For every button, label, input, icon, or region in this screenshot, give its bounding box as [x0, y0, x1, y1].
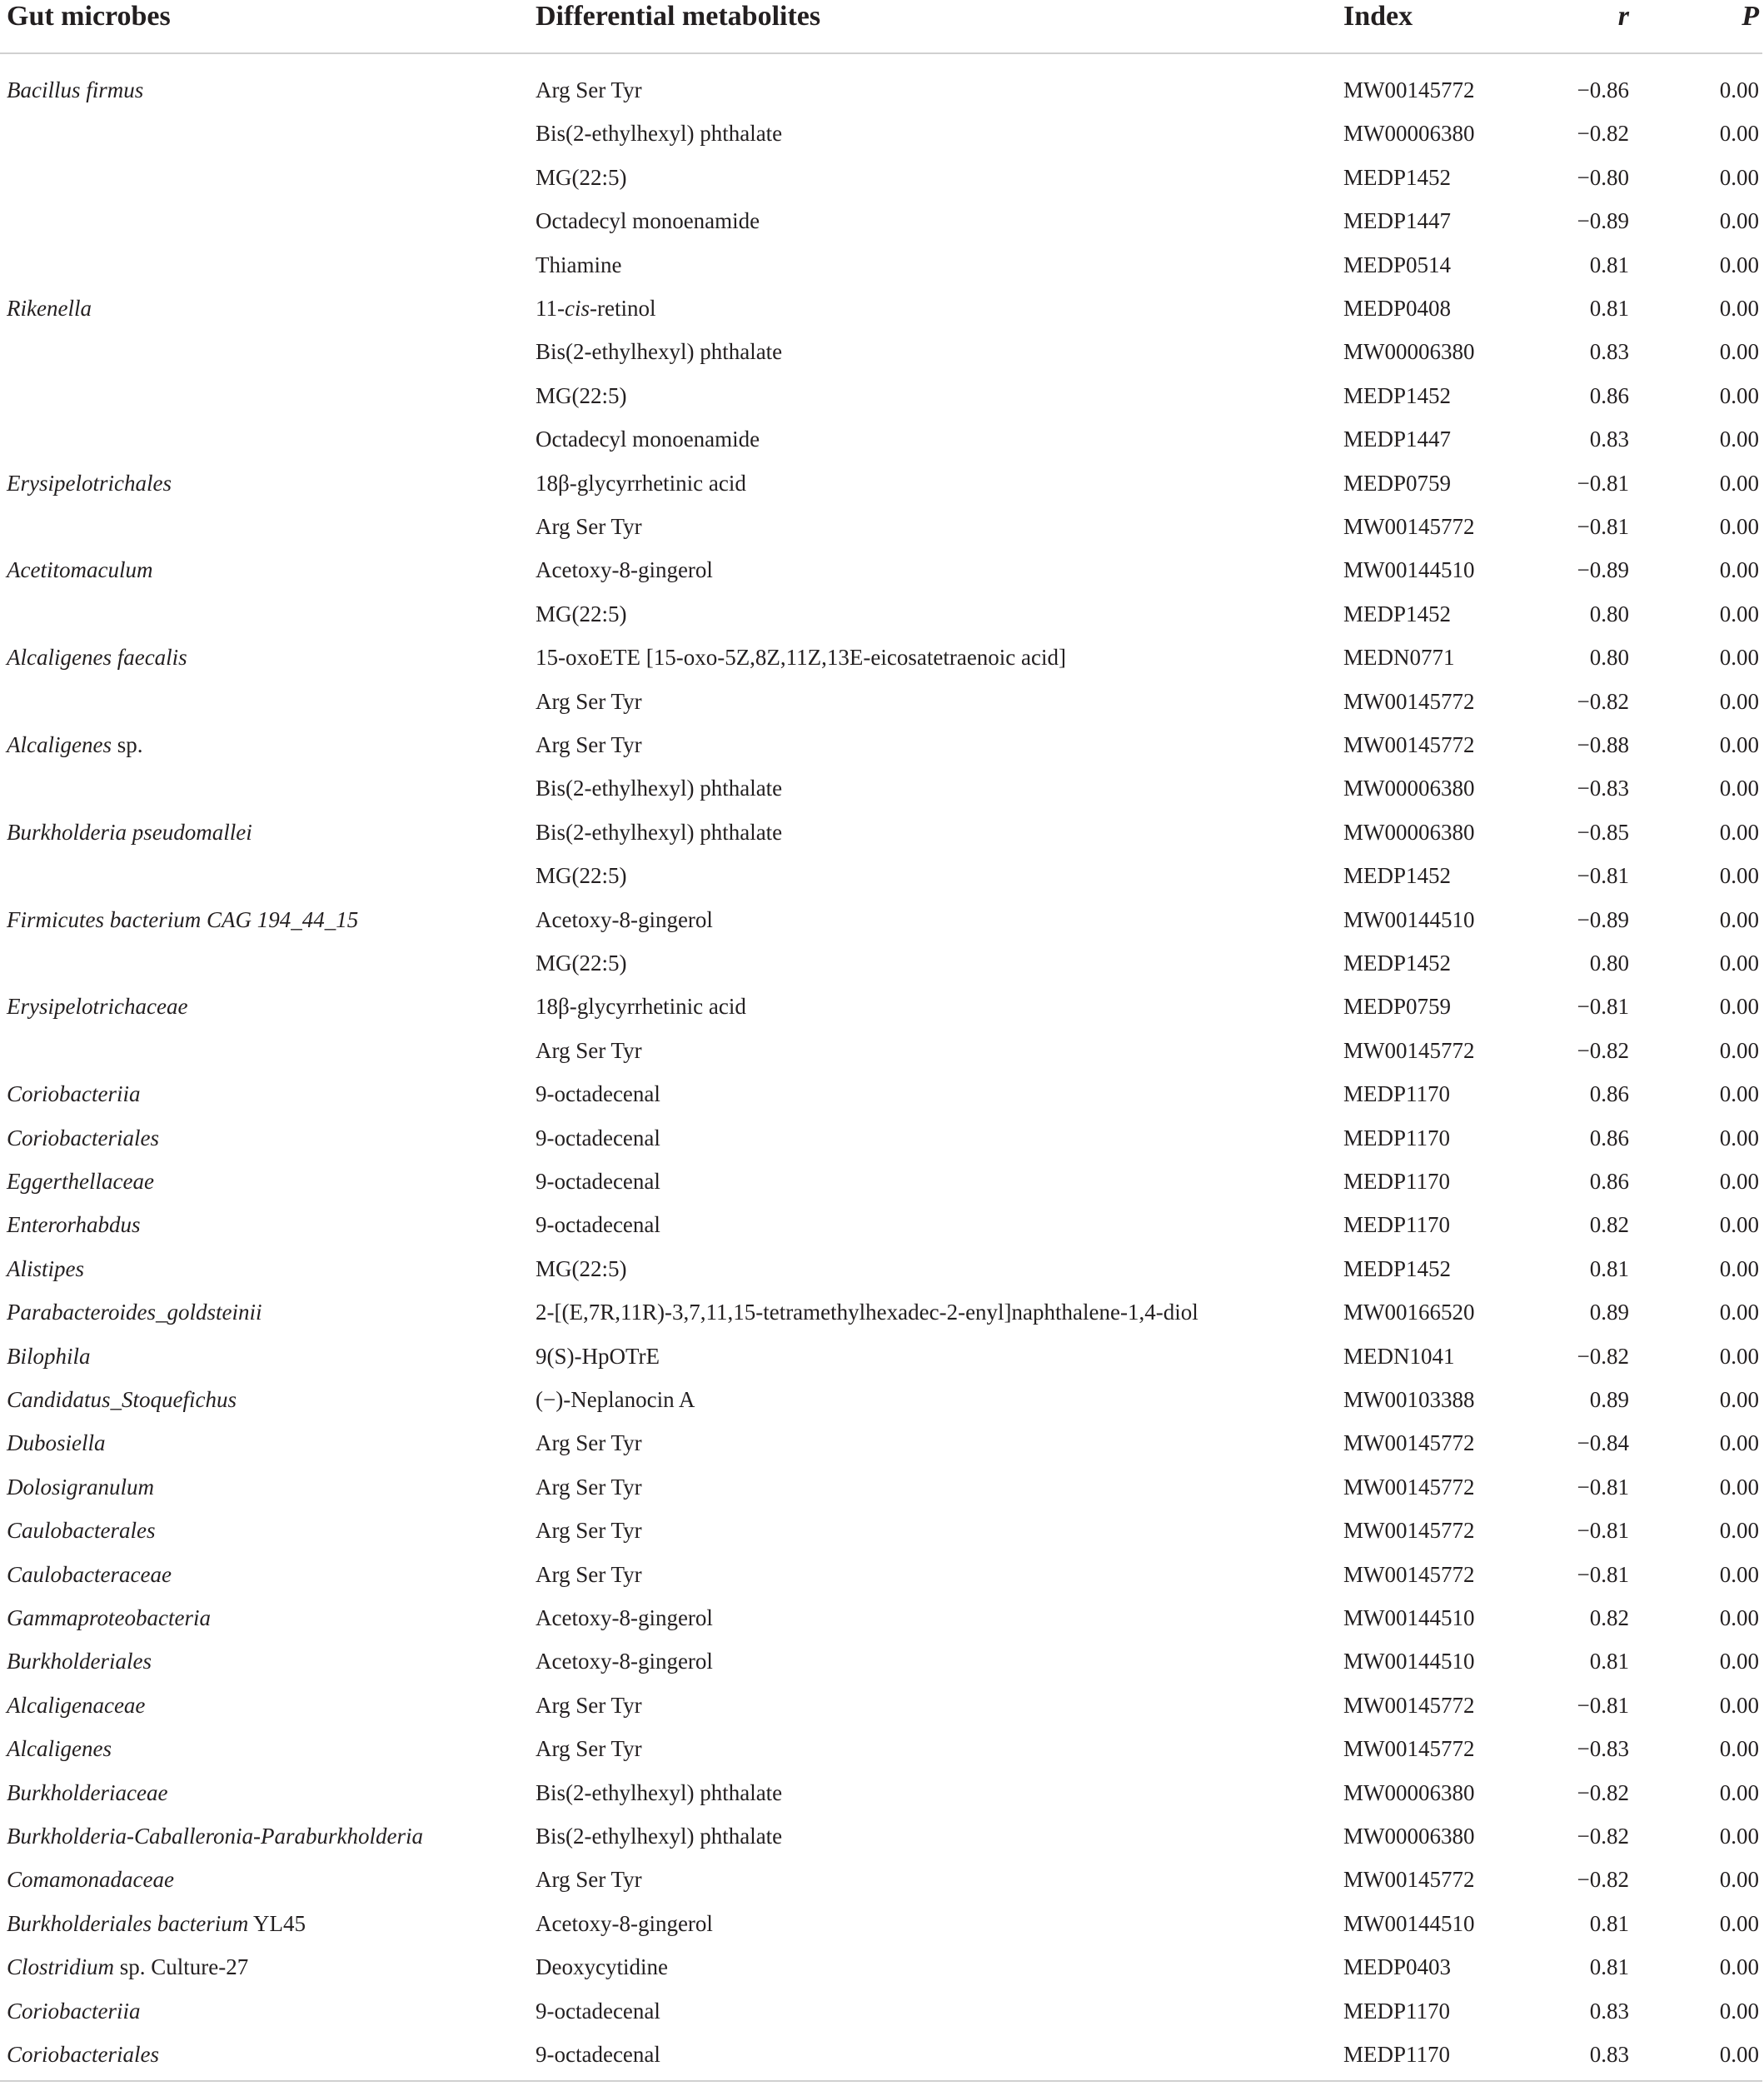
cell-r: −0.81: [1577, 1561, 1629, 1587]
cell-r: −0.81: [1577, 470, 1629, 496]
cell-metabolite: MG(22:5): [536, 164, 627, 190]
cell-p: 0.00: [1719, 339, 1759, 365]
cell-metabolite: 9-octadecenal: [536, 1081, 660, 1107]
microbe-name-suffix: sp.: [111, 732, 143, 757]
table-row: [0, 374, 1764, 417]
cell-index: MW00006380: [1343, 776, 1475, 801]
cell-index: MW00145772: [1343, 1867, 1475, 1893]
table-row: [0, 854, 1764, 897]
cell-r: −0.82: [1577, 1343, 1629, 1369]
table-row: [0, 1553, 1764, 1596]
cell-p: 0.00: [1719, 1081, 1759, 1107]
table-row: [0, 505, 1764, 548]
cell-r: −0.82: [1577, 1037, 1629, 1063]
cell-metabolite: Arg Ser Tyr: [536, 1474, 642, 1500]
cell-r: −0.82: [1577, 688, 1629, 714]
cell-index: MEDP1170: [1343, 1212, 1451, 1238]
cell-metabolite: Acetoxy-8-gingerol: [536, 1910, 713, 1936]
cell-r: −0.84: [1577, 1430, 1629, 1456]
cell-p: 0.00: [1719, 1169, 1759, 1194]
cell-p: 0.00: [1719, 951, 1759, 976]
cell-r: 0.89: [1589, 1300, 1629, 1325]
cell-index: MW00145772: [1343, 1430, 1475, 1456]
cell-metabolite: Bis(2-ethylhexyl) phthalate: [536, 819, 783, 845]
cell-index: MEDP1170: [1343, 1125, 1451, 1150]
cell-p: 0.00: [1719, 906, 1759, 932]
table-row: [0, 243, 1764, 287]
cell-gut-microbe: Burkholderia-Caballeronia-Paraburkholderia: [7, 1824, 423, 1849]
cell-p: 0.00: [1719, 1649, 1759, 1674]
cell-r: −0.83: [1577, 776, 1629, 801]
cell-r: 0.83: [1589, 339, 1629, 365]
cell-p: 0.00: [1719, 1867, 1759, 1893]
cell-index: MW00145772: [1343, 77, 1475, 102]
table-row: [0, 112, 1764, 155]
cell-gut-microbe: Bacillus firmus: [7, 77, 144, 102]
cell-index: MW00145772: [1343, 1561, 1475, 1587]
cell-p: 0.00: [1719, 382, 1759, 408]
cell-p: 0.00: [1719, 121, 1759, 147]
cell-r: −0.86: [1577, 77, 1629, 102]
cell-gut-microbe: [7, 1902, 306, 1945]
cell-metabolite: 9-octadecenal: [536, 1125, 660, 1150]
table-row: [0, 1727, 1764, 1770]
cell-gut-microbe: Dubosiella: [7, 1430, 106, 1456]
cell-metabolite: 9-octadecenal: [536, 1169, 660, 1194]
table-row: [0, 156, 1764, 199]
cell-metabolite: Octadecyl monoenamide: [536, 427, 760, 452]
cell-metabolite: Acetoxy-8-gingerol: [536, 1649, 713, 1674]
cell-metabolite: 18β-glycyrrhetinic acid: [536, 994, 746, 1020]
cell-r: 0.81: [1589, 296, 1629, 321]
cell-metabolite: Deoxycytidine: [536, 1954, 668, 1980]
cell-gut-microbe: Burkholderiaceae: [7, 1779, 168, 1805]
cell-index: MW00144510: [1343, 557, 1475, 583]
microbe-name-italic: Alcaligenes: [7, 732, 112, 757]
cell-r: 0.86: [1589, 382, 1629, 408]
cell-p: 0.00: [1719, 1518, 1759, 1544]
cell-r: 0.86: [1589, 1169, 1629, 1194]
cell-metabolite: Arg Ser Tyr: [536, 1867, 642, 1893]
table-row: [0, 1072, 1764, 1115]
cell-gut-microbe: Alcaligenes: [7, 1736, 112, 1762]
cell-metabolite: 9-octadecenal: [536, 1212, 660, 1238]
cell-index: MW00103388: [1343, 1387, 1475, 1412]
cell-index: MEDN1041: [1343, 1343, 1455, 1369]
table-row: [0, 330, 1764, 373]
cell-p: 0.00: [1719, 1736, 1759, 1762]
cell-index: MW00145772: [1343, 514, 1475, 539]
cell-index: MEDP1452: [1343, 382, 1452, 408]
cell-p: 0.00: [1719, 1343, 1759, 1369]
header-p: P: [1742, 1, 1759, 32]
table-row: [0, 199, 1764, 242]
cell-gut-microbe: Comamonadaceae: [7, 1867, 174, 1893]
table-row: [0, 592, 1764, 636]
microbe-name-italic: Burkholderiales bacterium: [7, 1910, 249, 1936]
microbe-name-suffix: YL45: [248, 1910, 306, 1936]
cell-metabolite: Arg Ser Tyr: [536, 688, 642, 714]
cell-r: 0.81: [1589, 1910, 1629, 1936]
cell-r: −0.83: [1577, 1736, 1629, 1762]
table-row: [0, 1116, 1764, 1160]
cell-gut-microbe: Alcaligenes faecalis: [7, 645, 187, 671]
cell-index: MW00145772: [1343, 1518, 1475, 1544]
table-row: [0, 1160, 1764, 1203]
table-row: [0, 680, 1764, 723]
cell-index: MW00145772: [1343, 1736, 1475, 1762]
table-row: [0, 1858, 1764, 1901]
table-row: [0, 1421, 1764, 1465]
cell-gut-microbe: Coriobacteriia: [7, 1081, 141, 1107]
cell-metabolite: 9(S)-HpOTrE: [536, 1343, 660, 1369]
cell-gut-microbe: Alcaligenaceae: [7, 1692, 146, 1718]
cell-gut-microbe: Enterorhabdus: [7, 1212, 141, 1238]
cell-index: MW00006380: [1343, 1824, 1475, 1849]
header-index: Index: [1343, 1, 1413, 32]
cell-gut-microbe: Erysipelotrichaceae: [7, 994, 188, 1020]
cell-gut-microbe: Burkholderia pseudomallei: [7, 819, 252, 845]
header-rule: [0, 52, 1762, 54]
cell-p: 0.00: [1719, 208, 1759, 234]
cell-index: MW00145772: [1343, 1474, 1475, 1500]
metabolite-segment: cis: [565, 296, 590, 321]
header-gut-microbes: Gut microbes: [7, 1, 171, 32]
cell-r: 0.83: [1589, 2042, 1629, 2067]
cell-index: MW00145772: [1343, 688, 1475, 714]
cell-metabolite: Acetoxy-8-gingerol: [536, 557, 713, 583]
cell-metabolite: 2-[(E,7R,11R)-3,7,11,15-tetramethylhexadec-2-enyl]naphthalene-1,4-diol: [536, 1300, 1198, 1325]
table-row: [0, 898, 1764, 941]
cell-r: −0.81: [1577, 1518, 1629, 1544]
cell-r: −0.82: [1577, 1824, 1629, 1849]
cell-index: MEDP1170: [1343, 2042, 1451, 2067]
table-row: [0, 941, 1764, 985]
table-row: [0, 636, 1764, 679]
table-row: [0, 1029, 1764, 1072]
cell-r: 0.86: [1589, 1125, 1629, 1150]
cell-p: 0.00: [1719, 1430, 1759, 1456]
cell-r: −0.82: [1577, 1779, 1629, 1805]
cell-p: 0.00: [1719, 1692, 1759, 1718]
cell-metabolite: Thiamine: [536, 252, 622, 277]
cell-gut-microbe: Candidatus_Stoquefichus: [7, 1387, 237, 1412]
cell-index: MW00144510: [1343, 1910, 1475, 1936]
cell-metabolite: Arg Ser Tyr: [536, 1518, 642, 1544]
table-row: [0, 1814, 1764, 1858]
cell-metabolite: Acetoxy-8-gingerol: [536, 906, 713, 932]
table-row: [0, 766, 1764, 810]
table-row: [0, 1902, 1764, 1945]
cell-p: 0.00: [1719, 819, 1759, 845]
cell-r: −0.81: [1577, 1692, 1629, 1718]
cell-p: 0.00: [1719, 863, 1759, 889]
cell-p: 0.00: [1719, 1212, 1759, 1238]
table-row: [0, 1335, 1764, 1378]
cell-index: MW00006380: [1343, 819, 1475, 845]
header-differential-metabolites: Differential metabolites: [536, 1, 821, 32]
cell-index: MEDP1452: [1343, 164, 1452, 190]
cell-metabolite: Bis(2-ethylhexyl) phthalate: [536, 1779, 783, 1805]
cell-gut-microbe: Gammaproteobacteria: [7, 1605, 211, 1630]
table-row: [0, 287, 1764, 330]
cell-index: MEDP1447: [1343, 208, 1452, 234]
cell-p: 0.00: [1719, 1037, 1759, 1063]
table-row: [0, 723, 1764, 766]
cell-gut-microbe: Acetitomaculum: [7, 557, 153, 583]
table-row: [0, 1684, 1764, 1727]
cell-index: MEDP0759: [1343, 994, 1452, 1020]
cell-r: −0.89: [1577, 557, 1629, 583]
cell-r: 0.81: [1589, 252, 1629, 277]
cell-index: MEDP1170: [1343, 1081, 1451, 1107]
cell-metabolite: Arg Ser Tyr: [536, 1037, 642, 1063]
cell-gut-microbe: Coriobacteriales: [7, 1125, 159, 1150]
cell-p: 0.00: [1719, 1255, 1759, 1281]
cell-metabolite: Arg Ser Tyr: [536, 77, 642, 102]
cell-gut-microbe: [7, 723, 142, 766]
cell-p: 0.00: [1719, 252, 1759, 277]
cell-p: 0.00: [1719, 77, 1759, 102]
cell-gut-microbe: Rikenella: [7, 296, 92, 321]
cell-p: 0.00: [1719, 601, 1759, 626]
cell-index: MEDN0771: [1343, 645, 1455, 671]
cell-p: 0.00: [1719, 1998, 1759, 2024]
cell-index: MEDP1452: [1343, 863, 1452, 889]
cell-metabolite: 15-oxoETE [15-oxo-5Z,8Z,11Z,13E-eicosatetraenoic acid]: [536, 645, 1067, 671]
cell-index: MEDP1452: [1343, 951, 1452, 976]
metabolite-segment: -retinol: [590, 296, 656, 321]
cell-r: 0.80: [1589, 645, 1629, 671]
microbe-name-suffix: sp. Culture-27: [114, 1954, 249, 1980]
cell-p: 0.00: [1719, 2042, 1759, 2067]
cell-gut-microbe: Dolosigranulum: [7, 1474, 155, 1500]
cell-p: 0.00: [1719, 688, 1759, 714]
cell-metabolite: Arg Ser Tyr: [536, 1736, 642, 1762]
table-row: [0, 1203, 1764, 1246]
table-row: [0, 1247, 1764, 1290]
cell-p: 0.00: [1719, 1605, 1759, 1630]
table-row: [0, 1509, 1764, 1552]
cell-p: 0.00: [1719, 1824, 1759, 1849]
table-row: [0, 1465, 1764, 1509]
cell-r: −0.82: [1577, 121, 1629, 147]
cell-metabolite: 18β-glycyrrhetinic acid: [536, 470, 746, 496]
cell-p: 0.00: [1719, 427, 1759, 452]
cell-index: MEDP1170: [1343, 1998, 1451, 2024]
cell-gut-microbe: Bilophila: [7, 1343, 91, 1369]
cell-p: 0.00: [1719, 1954, 1759, 1980]
cell-metabolite: Arg Ser Tyr: [536, 514, 642, 539]
cell-index: MEDP0403: [1343, 1954, 1452, 1980]
cell-gut-microbe: Coriobacteriia: [7, 1998, 141, 2024]
cell-p: 0.00: [1719, 645, 1759, 671]
table-row: [0, 1290, 1764, 1334]
cell-metabolite: 9-octadecenal: [536, 2042, 660, 2067]
cell-p: 0.00: [1719, 1474, 1759, 1500]
cell-p: 0.00: [1719, 296, 1759, 321]
cell-r: 0.81: [1589, 1255, 1629, 1281]
cell-metabolite: Arg Ser Tyr: [536, 1430, 642, 1456]
cell-index: MEDP0514: [1343, 252, 1452, 277]
cell-gut-microbe: Burkholderiales: [7, 1649, 152, 1674]
cell-p: 0.00: [1719, 1561, 1759, 1587]
cell-p: 0.00: [1719, 1910, 1759, 1936]
cell-index: MEDP1170: [1343, 1169, 1451, 1194]
cell-r: −0.82: [1577, 1867, 1629, 1893]
cell-metabolite: Arg Ser Tyr: [536, 1561, 642, 1587]
cell-r: −0.81: [1577, 1474, 1629, 1500]
cell-r: −0.80: [1577, 164, 1629, 190]
table-row: [0, 811, 1764, 854]
cell-metabolite: Octadecyl monoenamide: [536, 208, 760, 234]
table-row: [0, 417, 1764, 461]
table-row: [0, 548, 1764, 591]
cell-gut-microbe: Firmicutes bacterium CAG 194_44_15: [7, 906, 359, 932]
cell-r: 0.83: [1589, 1998, 1629, 2024]
cell-r: −0.85: [1577, 819, 1629, 845]
cell-r: 0.82: [1589, 1212, 1629, 1238]
table-row: [0, 1378, 1764, 1421]
cell-p: 0.00: [1719, 1387, 1759, 1412]
cell-index: MEDP0408: [1343, 296, 1452, 321]
cell-r: 0.89: [1589, 1387, 1629, 1412]
bottom-rule: [0, 2080, 1762, 2082]
cell-r: 0.82: [1589, 1605, 1629, 1630]
cell-r: −0.89: [1577, 906, 1629, 932]
cell-metabolite: MG(22:5): [536, 601, 627, 626]
cell-metabolite: [536, 287, 655, 330]
cell-index: MEDP1452: [1343, 1255, 1452, 1281]
microbe-name-italic: Clostridium: [7, 1954, 115, 1980]
cell-r: 0.80: [1589, 951, 1629, 976]
header-r: r: [1617, 1, 1629, 32]
cell-metabolite: Bis(2-ethylhexyl) phthalate: [536, 339, 783, 365]
cell-r: 0.81: [1589, 1954, 1629, 1980]
cell-r: 0.80: [1589, 601, 1629, 626]
table-row: [0, 1989, 1764, 2033]
cell-index: MEDP1452: [1343, 601, 1452, 626]
cell-gut-microbe: Caulobacterales: [7, 1518, 156, 1544]
cell-r: 0.81: [1589, 1649, 1629, 1674]
cell-index: MW00166520: [1343, 1300, 1475, 1325]
cell-metabolite: MG(22:5): [536, 951, 627, 976]
cell-p: 0.00: [1719, 1779, 1759, 1805]
table-row: [0, 462, 1764, 505]
cell-metabolite: MG(22:5): [536, 863, 627, 889]
cell-p: 0.00: [1719, 732, 1759, 757]
metabolite-segment: 11-: [536, 296, 565, 321]
cell-index: MW00144510: [1343, 1649, 1475, 1674]
cell-metabolite: Bis(2-ethylhexyl) phthalate: [536, 776, 783, 801]
cell-metabolite: Arg Ser Tyr: [536, 1692, 642, 1718]
cell-gut-microbe: Caulobacteraceae: [7, 1561, 172, 1587]
cell-gut-microbe: [7, 1945, 248, 1989]
table-row: [0, 1639, 1764, 1683]
cell-index: MEDP0759: [1343, 470, 1452, 496]
cell-metabolite: 9-octadecenal: [536, 1998, 660, 2024]
cell-r: −0.89: [1577, 208, 1629, 234]
table-row: [0, 68, 1764, 112]
cell-index: MW00144510: [1343, 1605, 1475, 1630]
cell-index: MW00145772: [1343, 1692, 1475, 1718]
table-row: [0, 2033, 1764, 2076]
cell-index: MW00006380: [1343, 121, 1475, 147]
cell-index: MW00145772: [1343, 1037, 1475, 1063]
cell-p: 0.00: [1719, 557, 1759, 583]
cell-p: 0.00: [1719, 164, 1759, 190]
cell-p: 0.00: [1719, 1125, 1759, 1150]
cell-metabolite: MG(22:5): [536, 1255, 627, 1281]
cell-gut-microbe: Alistipes: [7, 1255, 84, 1281]
cell-index: MEDP1447: [1343, 427, 1452, 452]
table-header: [0, 0, 1764, 50]
cell-index: MW00144510: [1343, 906, 1475, 932]
cell-metabolite: (−)-Neplanocin A: [536, 1387, 695, 1412]
table-row: [0, 985, 1764, 1028]
cell-gut-microbe: Parabacteroides_goldsteinii: [7, 1300, 262, 1325]
cell-metabolite: Bis(2-ethylhexyl) phthalate: [536, 121, 783, 147]
table-row: [0, 1771, 1764, 1814]
cell-p: 0.00: [1719, 776, 1759, 801]
cell-index: MW00006380: [1343, 339, 1475, 365]
cell-p: 0.00: [1719, 1300, 1759, 1325]
cell-gut-microbe: Eggerthellaceae: [7, 1169, 154, 1194]
cell-r: −0.88: [1577, 732, 1629, 757]
cell-metabolite: Bis(2-ethylhexyl) phthalate: [536, 1824, 783, 1849]
cell-gut-microbe: Coriobacteriales: [7, 2042, 159, 2067]
cell-metabolite: Arg Ser Tyr: [536, 732, 642, 757]
cell-r: −0.81: [1577, 514, 1629, 539]
cell-r: −0.81: [1577, 994, 1629, 1020]
cell-metabolite: Acetoxy-8-gingerol: [536, 1605, 713, 1630]
cell-metabolite: MG(22:5): [536, 382, 627, 408]
cell-index: MW00145772: [1343, 732, 1475, 757]
cell-r: 0.86: [1589, 1081, 1629, 1107]
cell-p: 0.00: [1719, 994, 1759, 1020]
cell-index: MW00006380: [1343, 1779, 1475, 1805]
cell-p: 0.00: [1719, 470, 1759, 496]
table-row: [0, 1945, 1764, 1989]
cell-r: 0.83: [1589, 427, 1629, 452]
cell-gut-microbe: Erysipelotrichales: [7, 470, 172, 496]
cell-p: 0.00: [1719, 514, 1759, 539]
cell-r: −0.81: [1577, 863, 1629, 889]
table-row: [0, 1596, 1764, 1639]
